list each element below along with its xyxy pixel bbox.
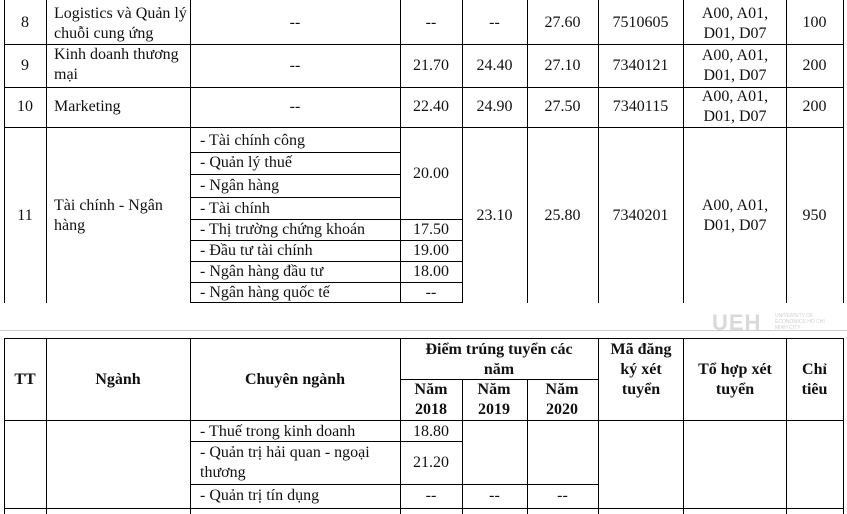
quota: 950 bbox=[802, 207, 827, 224]
score-2020: -- bbox=[557, 487, 568, 504]
admission-code: 7340121 bbox=[612, 57, 669, 74]
header-admission-code: Mã đăng ký xét tuyển bbox=[610, 341, 672, 398]
score-2020: 25.80 bbox=[544, 207, 581, 224]
subject-combo: A00, A01, D01, D07 bbox=[701, 5, 769, 42]
specialization: - Thị trường chứng khoán bbox=[200, 221, 366, 238]
specialization: - Quản trị hải quan - ngoại thương bbox=[200, 444, 370, 481]
ueh-logo-subtitle: UNIVERSITY OF ECONOMICS HO CHI MINH CITY bbox=[775, 313, 825, 331]
specialization: - Ngân hàng quốc tế bbox=[200, 284, 330, 301]
specialization: - Quản lý thuế bbox=[200, 154, 292, 171]
major-name: Kinh doanh thương mại bbox=[54, 46, 179, 83]
row-number: 8 bbox=[21, 14, 29, 31]
score-2019: 24.40 bbox=[476, 57, 513, 74]
score-2018: 18.00 bbox=[413, 263, 449, 280]
admission-code: 7510605 bbox=[612, 14, 669, 31]
score-2018: 19.00 bbox=[413, 242, 449, 259]
major-name: Logistics và Quản lý chuỗi cung ứng bbox=[54, 5, 187, 42]
score-2020: 27.10 bbox=[544, 57, 581, 74]
specialization: -- bbox=[289, 98, 301, 115]
subject-combo: A00, A01, D01, D07 bbox=[701, 197, 769, 234]
score-2020: 27.50 bbox=[544, 98, 581, 115]
score-2019: -- bbox=[489, 487, 500, 504]
header-year-2019: Năm 2019 bbox=[477, 381, 511, 418]
header-tt: TT bbox=[14, 371, 36, 388]
subject-combo: A00, A01, D01, D07 bbox=[701, 47, 769, 84]
specialization: - Tài chính công bbox=[200, 132, 306, 149]
score-2018: -- bbox=[425, 284, 437, 301]
score-2019: -- bbox=[489, 14, 500, 31]
major-name: Marketing bbox=[54, 98, 121, 115]
specialization: -- bbox=[289, 14, 301, 31]
row-number: 10 bbox=[17, 98, 33, 115]
header-subject-combo: Tổ hợp xét tuyển bbox=[698, 361, 772, 398]
specialization: - Quản trị tín dụng bbox=[200, 487, 320, 504]
header-specialization: Chuyên ngành bbox=[244, 371, 346, 388]
score-2020: 27.60 bbox=[544, 14, 581, 31]
row-number: 9 bbox=[21, 57, 29, 74]
score-2018: -- bbox=[425, 14, 437, 31]
header-year-2018: Năm 2018 bbox=[414, 381, 448, 418]
ueh-logo: UEH bbox=[712, 310, 762, 335]
header-year-2020: Năm 2020 bbox=[545, 381, 579, 418]
specialization: - Ngân hàng đầu tư bbox=[200, 263, 324, 280]
score-2018: 22.40 bbox=[413, 98, 449, 115]
subject-combo: A00, A01, D01, D07 bbox=[701, 88, 769, 125]
score-2018: 21.70 bbox=[413, 57, 449, 74]
specialization: - Ngân hàng bbox=[200, 177, 280, 194]
admission-code: 7340115 bbox=[612, 98, 669, 115]
score-2019: 24.90 bbox=[476, 98, 513, 115]
header-quota: Chỉ tiêu bbox=[801, 361, 828, 398]
score-2018: 20.00 bbox=[413, 165, 449, 182]
quota: 100 bbox=[802, 14, 827, 31]
score-2019: 23.10 bbox=[476, 207, 513, 224]
quota: 200 bbox=[802, 98, 827, 115]
specialization: -- bbox=[289, 57, 301, 74]
admission-code: 7340201 bbox=[612, 207, 669, 224]
specialization: - Thuế trong kinh doanh bbox=[200, 423, 356, 440]
row-number: 11 bbox=[17, 207, 33, 224]
score-2018: -- bbox=[425, 487, 437, 504]
specialization: - Tài chính bbox=[200, 200, 270, 217]
header-scores: Điểm trúng tuyển các năm bbox=[425, 341, 573, 378]
major-name: Tài chính - Ngân hàng bbox=[54, 197, 163, 234]
score-2018: 21.20 bbox=[413, 454, 449, 471]
specialization: - Đầu tư tài chính bbox=[200, 242, 313, 259]
quota: 200 bbox=[802, 57, 827, 74]
score-2018: 17.50 bbox=[413, 221, 449, 238]
header-major: Ngành bbox=[95, 371, 141, 388]
score-2018: 18.80 bbox=[413, 423, 449, 440]
